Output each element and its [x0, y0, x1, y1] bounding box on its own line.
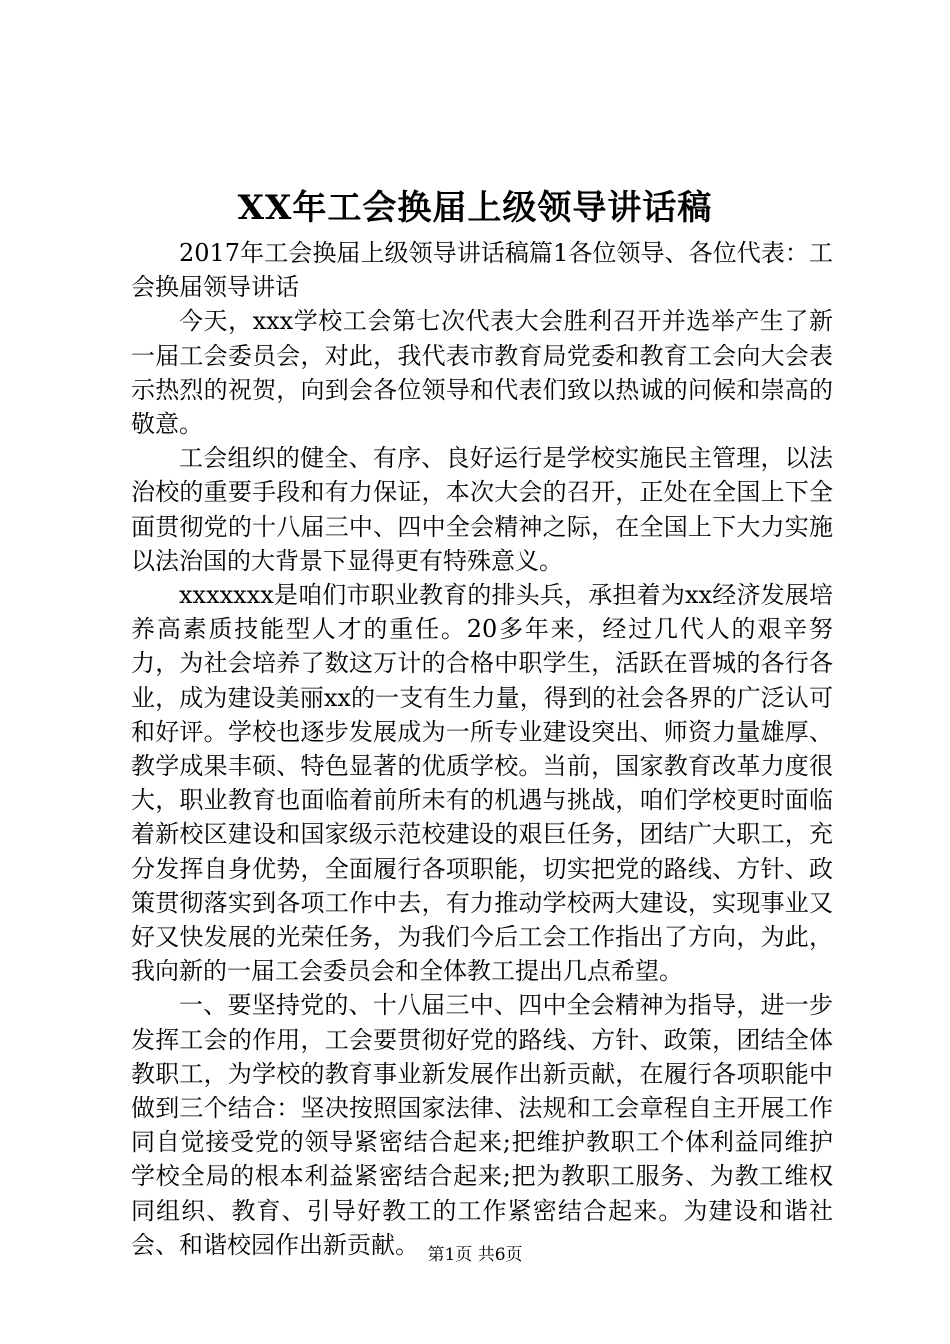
paragraph-5: 一、要坚持党的、十八届三中、四中全会精神为指导，进一步发挥工会的作用，工会要贯彻好党的路线、方针、政策，团结全体教职工，为学校的教育事业新发展作出新贡献，在履行各项职能中做到三个结合：坚决按照国家法律、法规和工会章程自主开展工作同自觉接受党的领导紧密结合起来;把维护教职工个体利益同维护学校全局的根本利益紧密结合起来;把为教职工服务、为教工维权同组织、教育、引导好教工的工作紧密结合起来。为建设和谐社会、和谐校园作出新贡献。	[131, 991, 833, 1259]
paragraph-1: 2017年工会换届上级领导讲话稿篇1各位领导、各位代表：工会换届领导讲话	[131, 239, 833, 302]
document-body	[131, 236, 833, 1262]
paragraph-2: 今天，xxx学校工会第七次代表大会胜利召开并选举产生了新一届工会委员会，对此，我代表市教育局党委和教育工会向大会表示热烈的祝贺，向到会各位领导和代表们致以热诚的问候和崇高的敬意。	[131, 307, 833, 439]
paragraph-4: xxxxxxx是咱们市职业教育的排头兵，承担着为xx经济发展培养高素质技能型人才的重任。20多年来，经过几代人的艰辛努力，为社会培养了数这万计的合格中职学生，活跃在晋城的各行各业，成为建设美丽xx的一支有生力量，得到的社会各界的广泛认可和好评。学校也逐步发展成为一所专业建设突出、师资力量雄厚、教学成果丰硕、特色显著的优质学校。当前，国家教育改革力度很大，职业教育也面临着前所未有的机遇与挑战，咱们学校更时面临着新校区建设和国家级示范校建设的艰巨任务，团结广大职工，充分发挥自身优势，全面履行各项职能，切实把党的路线、方针、政策贯彻落实到各项工作中去，有力推动学校两大建设，实现事业又好又快发展的光荣任务，为我们今后工会工作指出了方向，为此，我向新的一届工会委员会和全体教工提出几点希望。	[131, 581, 833, 986]
paragraph-3: 工会组织的健全、有序、良好运行是学校实施民主管理，以法治校的重要手段和有力保证，本次大会的召开，正处在全国上下全面贯彻党的十八届三中、四中全会精神之际，在全国上下大力实施以法治国的大背景下显得更有特殊意义。	[131, 444, 833, 575]
document-title: XX年工会换届上级领导讲话稿	[237, 188, 713, 228]
page-footer: 第1页 共6页	[427, 1245, 523, 1265]
